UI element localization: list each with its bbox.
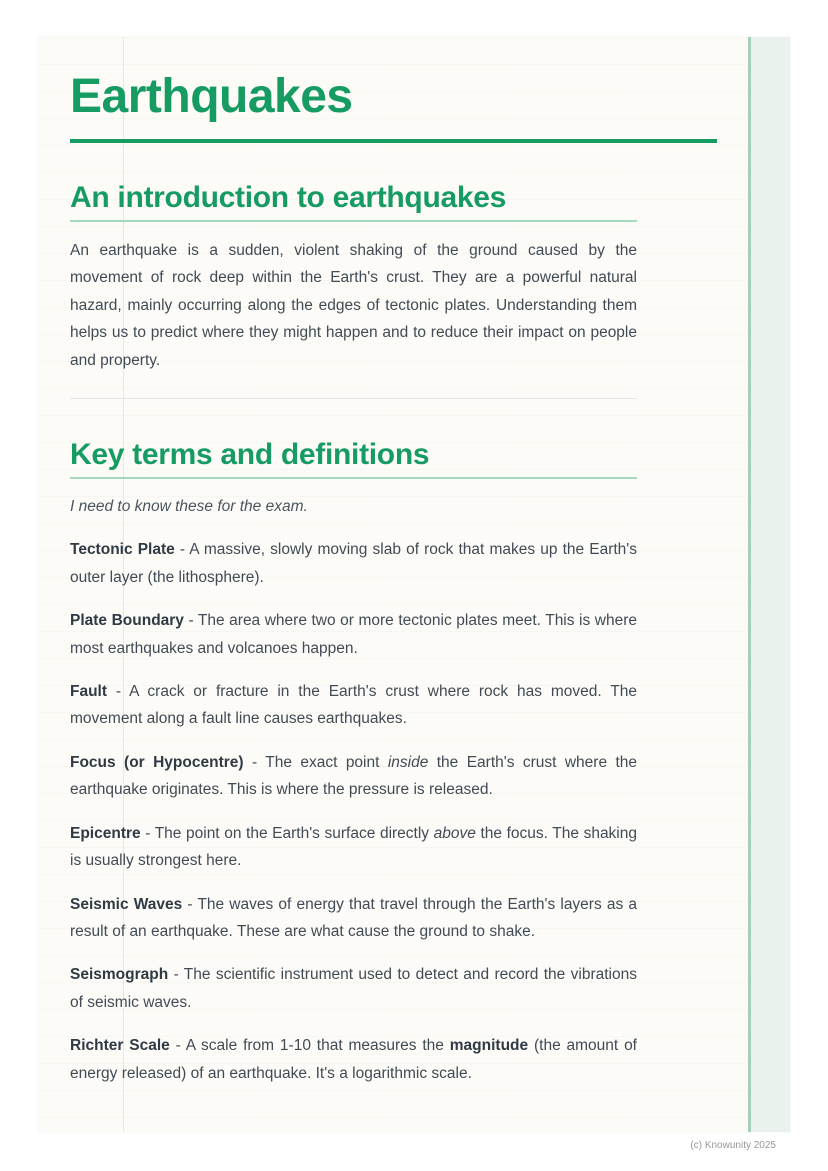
definition-text: the focus. The shaking is usually strongest here. <box>70 824 637 870</box>
page-content <box>70 37 637 1087</box>
definition-item <box>70 536 637 591</box>
definition-text: - A crack or fracture in the Earth's crust where rock has moved. The movement along a fault line causes earthquakes. <box>70 683 637 728</box>
definition-text: - The exact point <box>243 753 388 771</box>
definition-term: Plate Boundary <box>70 612 184 630</box>
definition-term: Seismic Waves <box>70 895 183 913</box>
key-terms-section-heading: Key terms and definitions <box>70 436 637 479</box>
definition-item <box>70 607 637 662</box>
definition-text: the Earth's crust where the earthquake originates. This is where the pressure is released. <box>70 753 638 799</box>
definition-item <box>70 1032 637 1087</box>
definition-term: Seismograph <box>70 966 169 984</box>
exam-note: I need to know these for the exam. <box>70 498 308 516</box>
definition-term: Richter Scale <box>70 1037 170 1055</box>
title-rule <box>70 139 717 143</box>
page-title: Earthquakes <box>70 70 353 123</box>
notes-page <box>38 37 790 1151</box>
intro-section-heading: An introduction to earthquakes <box>70 179 637 222</box>
page-side-strip <box>748 37 790 1132</box>
definition-term: Tectonic Plate <box>70 541 175 559</box>
definition-text: - The point on the Earth's surface directly <box>140 824 434 842</box>
definition-term: Epicentre <box>70 824 141 842</box>
definition-item <box>70 961 637 1016</box>
definition-text: (the amount of energy released) of an earthquake. It's a logarithmic scale. <box>70 1037 637 1082</box>
definition-text: - The waves of energy that travel through the Earth's layers as a result of an earthquake. These are what cause the ground to shake. <box>70 895 637 940</box>
definition-term: Fault <box>70 683 108 701</box>
definition-text: above <box>433 824 476 842</box>
definition-item <box>70 820 637 875</box>
definition-text: - A scale from 1-10 that measures the <box>169 1037 450 1055</box>
definition-text: - The area where two or more tectonic plates meet. This is where most earthquakes and volcanoes happen. <box>70 612 637 657</box>
section-divider <box>70 398 637 399</box>
definition-item <box>70 749 637 804</box>
definition-text: - A massive, slowly moving slab of rock that makes up the Earth's outer layer (the lithosphere). <box>70 541 637 586</box>
definition-item <box>70 891 637 946</box>
footer-credit: (c) Knowunity 2025 <box>690 1140 776 1151</box>
definition-item <box>70 678 637 733</box>
definition-text: inside <box>387 753 429 771</box>
definition-text: - The scientific instrument used to detect and record the vibrations of seismic waves. <box>70 966 637 1011</box>
intro-paragraph: An earthquake is a sudden, violent shaking of the ground caused by the movement of rock deep within the Earth's crust. They are a powerful natural hazard, mainly occurring along the edges of tectonic plates. Understanding them helps us to predict where they might happen and to reduce their impact on people and property. <box>70 242 637 369</box>
definitions-list <box>70 536 637 1087</box>
definition-text: magnitude <box>449 1037 529 1055</box>
definition-term: Focus (or Hypocentre) <box>70 753 244 771</box>
